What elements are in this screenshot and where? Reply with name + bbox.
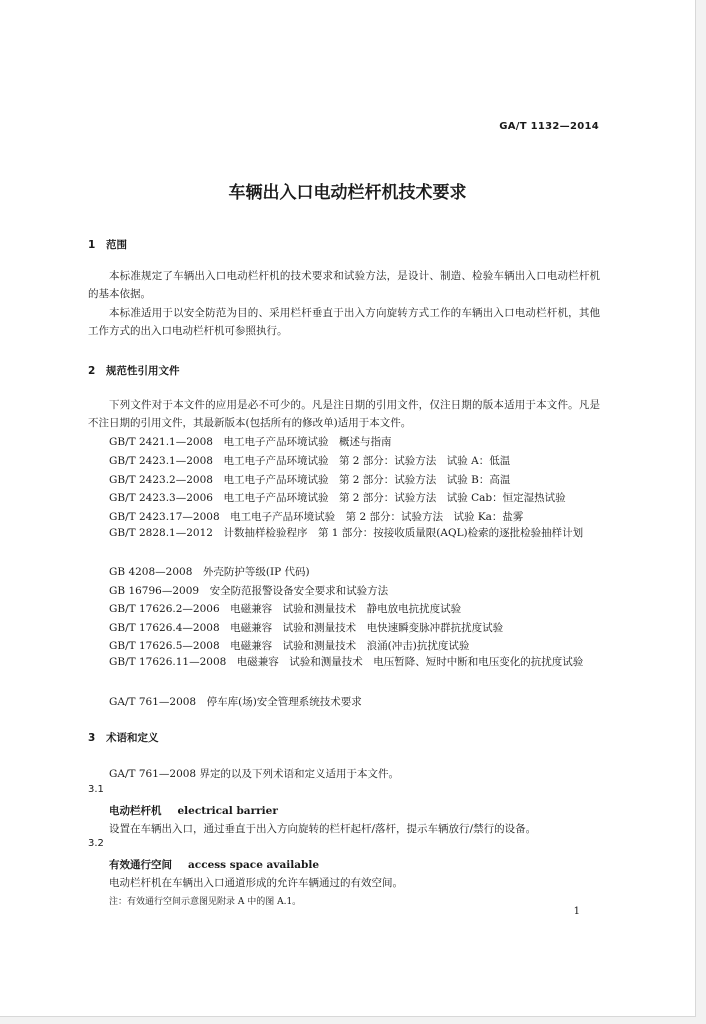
section-3-intro: GA/T 761—2008 界定的以及下列术语和定义适用于本文件。	[109, 768, 399, 780]
term-note: 注：有效通行空间示意图见附录 A 中的图 A.1。	[109, 897, 302, 907]
reference-item: GB 16796—2009 安全防范报警设备安全要求和试验方法	[109, 585, 389, 597]
section-1-paragraph-2: 本标准适用于以安全防范为目的、采用栏杆垂直于出入方向旋转方式工作的车辆出入口电动栏杆机，其他工作方式的出入口电动栏杆机可参照执行。	[88, 307, 600, 337]
section-number: 3	[88, 732, 96, 744]
reference-item: GB/T 2421.1—2008 电工电子产品环境试验 概述与指南	[109, 436, 392, 448]
reference-item: GB/T 17626.5—2008 电磁兼容 试验和测量技术 浪涌(冲击)抗扰度试验	[109, 640, 470, 652]
reference-item: GB/T 2423.2—2008 电工电子产品环境试验 第 2 部分：试验方法 试验 B：高温	[109, 474, 511, 486]
term-entry	[109, 857, 319, 872]
reference-item: GB/T 2423.1—2008 电工电子产品环境试验 第 2 部分：试验方法 试验 A：低温	[109, 455, 511, 467]
section-title: 规范性引用文件	[106, 365, 180, 377]
reference-item: GB/T 2423.17—2008 电工电子产品环境试验 第 2 部分：试验方法 试验 Ka：盐雾	[109, 511, 524, 523]
section-title: 术语和定义	[106, 732, 159, 744]
reference-item: GB 4208—2008 外壳防护等级(IP 代码)	[109, 566, 310, 578]
page-number: 1	[573, 906, 580, 917]
standard-code: GA/T 1132—2014	[499, 121, 599, 132]
section-title: 范围	[106, 239, 127, 251]
term-english: access space available	[188, 859, 320, 871]
clause-number: 3.2	[88, 838, 104, 849]
reference-item: GB/T 2828.1—2012 计数抽样检验程序 第 1 部分：按接收质量限(AQL)检索的逐批检验抽样计划	[109, 527, 584, 539]
section-2-heading	[88, 363, 180, 378]
term-english: electrical barrier	[177, 805, 278, 817]
document-title: 车辆出入口电动栏杆机技术要求	[228, 183, 467, 203]
section-1-paragraph-1: 本标准规定了车辆出入口电动栏杆机的技术要求和试验方法，是设计、制造、检验车辆出入口电动栏杆机的基本依据。	[88, 270, 600, 300]
term-definition: 电动栏杆机在车辆出入口通道形成的允许车辆通过的有效空间。	[109, 877, 403, 889]
term-chinese: 有效通行空间	[109, 859, 172, 871]
section-2-intro: 下列文件对于本文件的应用是必不可少的。凡是注日期的引用文件，仅注日期的版本适用于本文件。凡是不注日期的引用文件，其最新版本(包括所有的修改单)适用于本文件。	[88, 399, 600, 429]
reference-item: GB/T 17626.4—2008 电磁兼容 试验和测量技术 电快速瞬变脉冲群抗扰度试验	[109, 622, 504, 634]
clause-number: 3.1	[88, 784, 104, 795]
section-3-heading	[88, 730, 159, 745]
term-entry	[109, 803, 278, 818]
reference-item: GB/T 2423.3—2006 电工电子产品环境试验 第 2 部分：试验方法 试验 Cab：恒定湿热试验	[109, 492, 566, 504]
section-number: 1	[88, 239, 96, 251]
reference-item: GB/T 17626.2—2006 电磁兼容 试验和测量技术 静电放电抗扰度试验	[109, 603, 462, 615]
section-1-heading	[88, 237, 127, 252]
reference-item: GA/T 761—2008 停车库(场)安全管理系统技术要求	[109, 696, 362, 708]
reference-item: GB/T 17626.11—2008 电磁兼容 试验和测量技术 电压暂降、短时中断和电压变化的抗扰度试验	[109, 656, 584, 668]
term-definition: 设置在车辆出入口，通过垂直于出入方向旋转的栏杆起杆/落杆，提示车辆放行/禁行的设备。	[109, 823, 537, 835]
section-number: 2	[88, 365, 96, 377]
term-chinese: 电动栏杆机	[109, 805, 162, 817]
